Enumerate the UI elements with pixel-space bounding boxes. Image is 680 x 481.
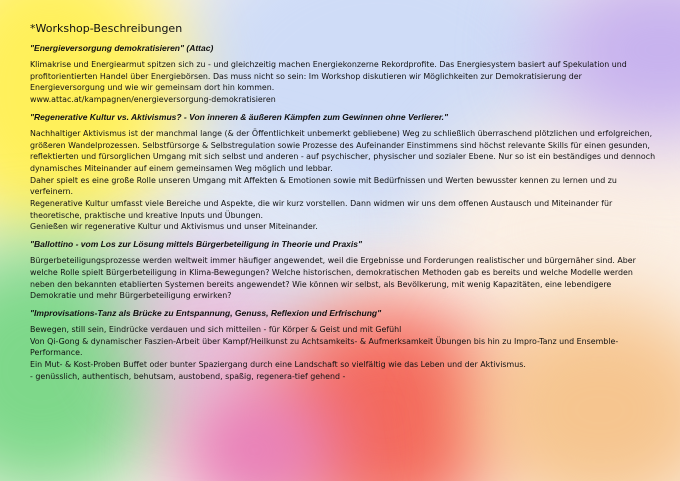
workshop-heading: "Ballottino - vom Los zur Lösung mittels Bürgerbeteiligung in Theorie und Praxis" [30, 239, 363, 250]
workshop-paragraph: Von Qi-Gong & dynamischer Faszien-Arbeit über Kampf/Heilkunst zu Achtsamkeits- & Aufmerksamkeit Übungen bis hin zu Impro-Tanz und Ensemble-Performance. [30, 336, 619, 358]
workshop-paragraph: - genüsslich, authentisch, behutsam, austobend, spaßig, regenera-tief gehend - [30, 371, 346, 381]
workshop-heading: "Improvisations-Tanz als Brücke zu Entspannung, Genuss, Reflexion und Erfrischung" [30, 307, 382, 318]
workshop-paragraph: Bürgerbeteiligungsprozesse werden weltweit immer häufiger angewendet, weil die Ergebnisse und Forderungen realistischer und bürgernäher sind. Aber welche Rolle spielt Bürgerbeteiligung in Klima-Bewegungen? Welche historischen, demokratischen Methoden gab es bereits und welche Modelle werden neben den bekannten etablierten Systemen bereits angewendet? Wie können wir selbst, als Bevölkerung, mit wenig Kapazitäten, eine lebendigere Demokratie und mehr Bürgerbeteiligung erwirken? [30, 256, 636, 301]
workshop-paragraph: Bewegen, still sein, Eindrücke verdauen und sich mitteilen - für Körper & Geist und mit Gefühl [30, 324, 402, 334]
workshop-paragraph: Genießen wir regenerative Kultur und Aktivismus und unser Miteinander. [30, 222, 318, 232]
workshop-paragraph: Daher spielt es eine große Rolle unseren Umgang mit Affekten & Emotionen sowie mit Bedürfnissen und Werten bewusster kennen zu lernen und zu verfeinern. [30, 175, 617, 197]
workshop-link: www.attac.at/kampagnen/energieversorgung-demokratisieren [30, 95, 276, 105]
workshop-section-energie [30, 42, 658, 106]
workshop-paragraph: Klimakrise und Energiearmut spitzen sich zu - und gleichzeitig machen Energiekonzerne Rekordprofite. Das Energiesystem basiert auf Spekulation und profitorientierten Handel über Energiebörsen. Das muss nicht so sein: Im Workshop diskutieren wir Möglichkeiten zur Demokratisierung der Energieversorgung und wie wir gemeinsam dort hin kommen. [30, 60, 627, 93]
workshop-heading: "Energieversorgung demokratisieren" (Attac) [30, 43, 214, 53]
page-title: *Workshop-Beschreibungen [30, 22, 183, 35]
workshop-section-regenerative-kultur [30, 111, 658, 233]
document-body [30, 22, 658, 387]
workshop-paragraph: Ein Mut- & Kost-Proben Buffet oder bunter Spaziergang durch eine Landschaft so vielfältig wie das Leben und der Aktivismus. [30, 360, 526, 370]
workshop-section-improvisations-tanz [30, 307, 658, 383]
workshop-section-ballottino [30, 238, 658, 302]
workshop-paragraph: Regenerative Kultur umfasst viele Bereiche und Aspekte, die wir kurz vorstellen. Dann widmen wir uns dem offenen Austausch und Miteinander für theoretische, praktische und kreative Inputs und Übungen. [30, 199, 613, 220]
workshop-paragraph: Nachhaltiger Aktivismus ist der manchmal lange (& der Öffentlichkeit unbemerkt gebliebene) Weg zu schließlich überraschend plötzlichen und erfolgreichen, größeren Wandelprozessen. Selbstfürsorge & Selbstregulation sowie Prozesse des Aufeinander Einstimmens sind höchst relevante Skills für einen gesunden, reflektierten und fürsorglichen Umgang mit sich selbst und anderen - auf psychischer, physischer und sozialer Ebene. Nur so ist ein beständiges und dennoch dynamisches Miteinander auf einem gemeinsamen Weg möglich und lebbar. [30, 128, 656, 173]
workshop-heading: "Regenerative Kultur vs. Aktivismus? - Von inneren & äußeren Kämpfen zum Gewinnen ohne Verlierer." [30, 111, 449, 122]
